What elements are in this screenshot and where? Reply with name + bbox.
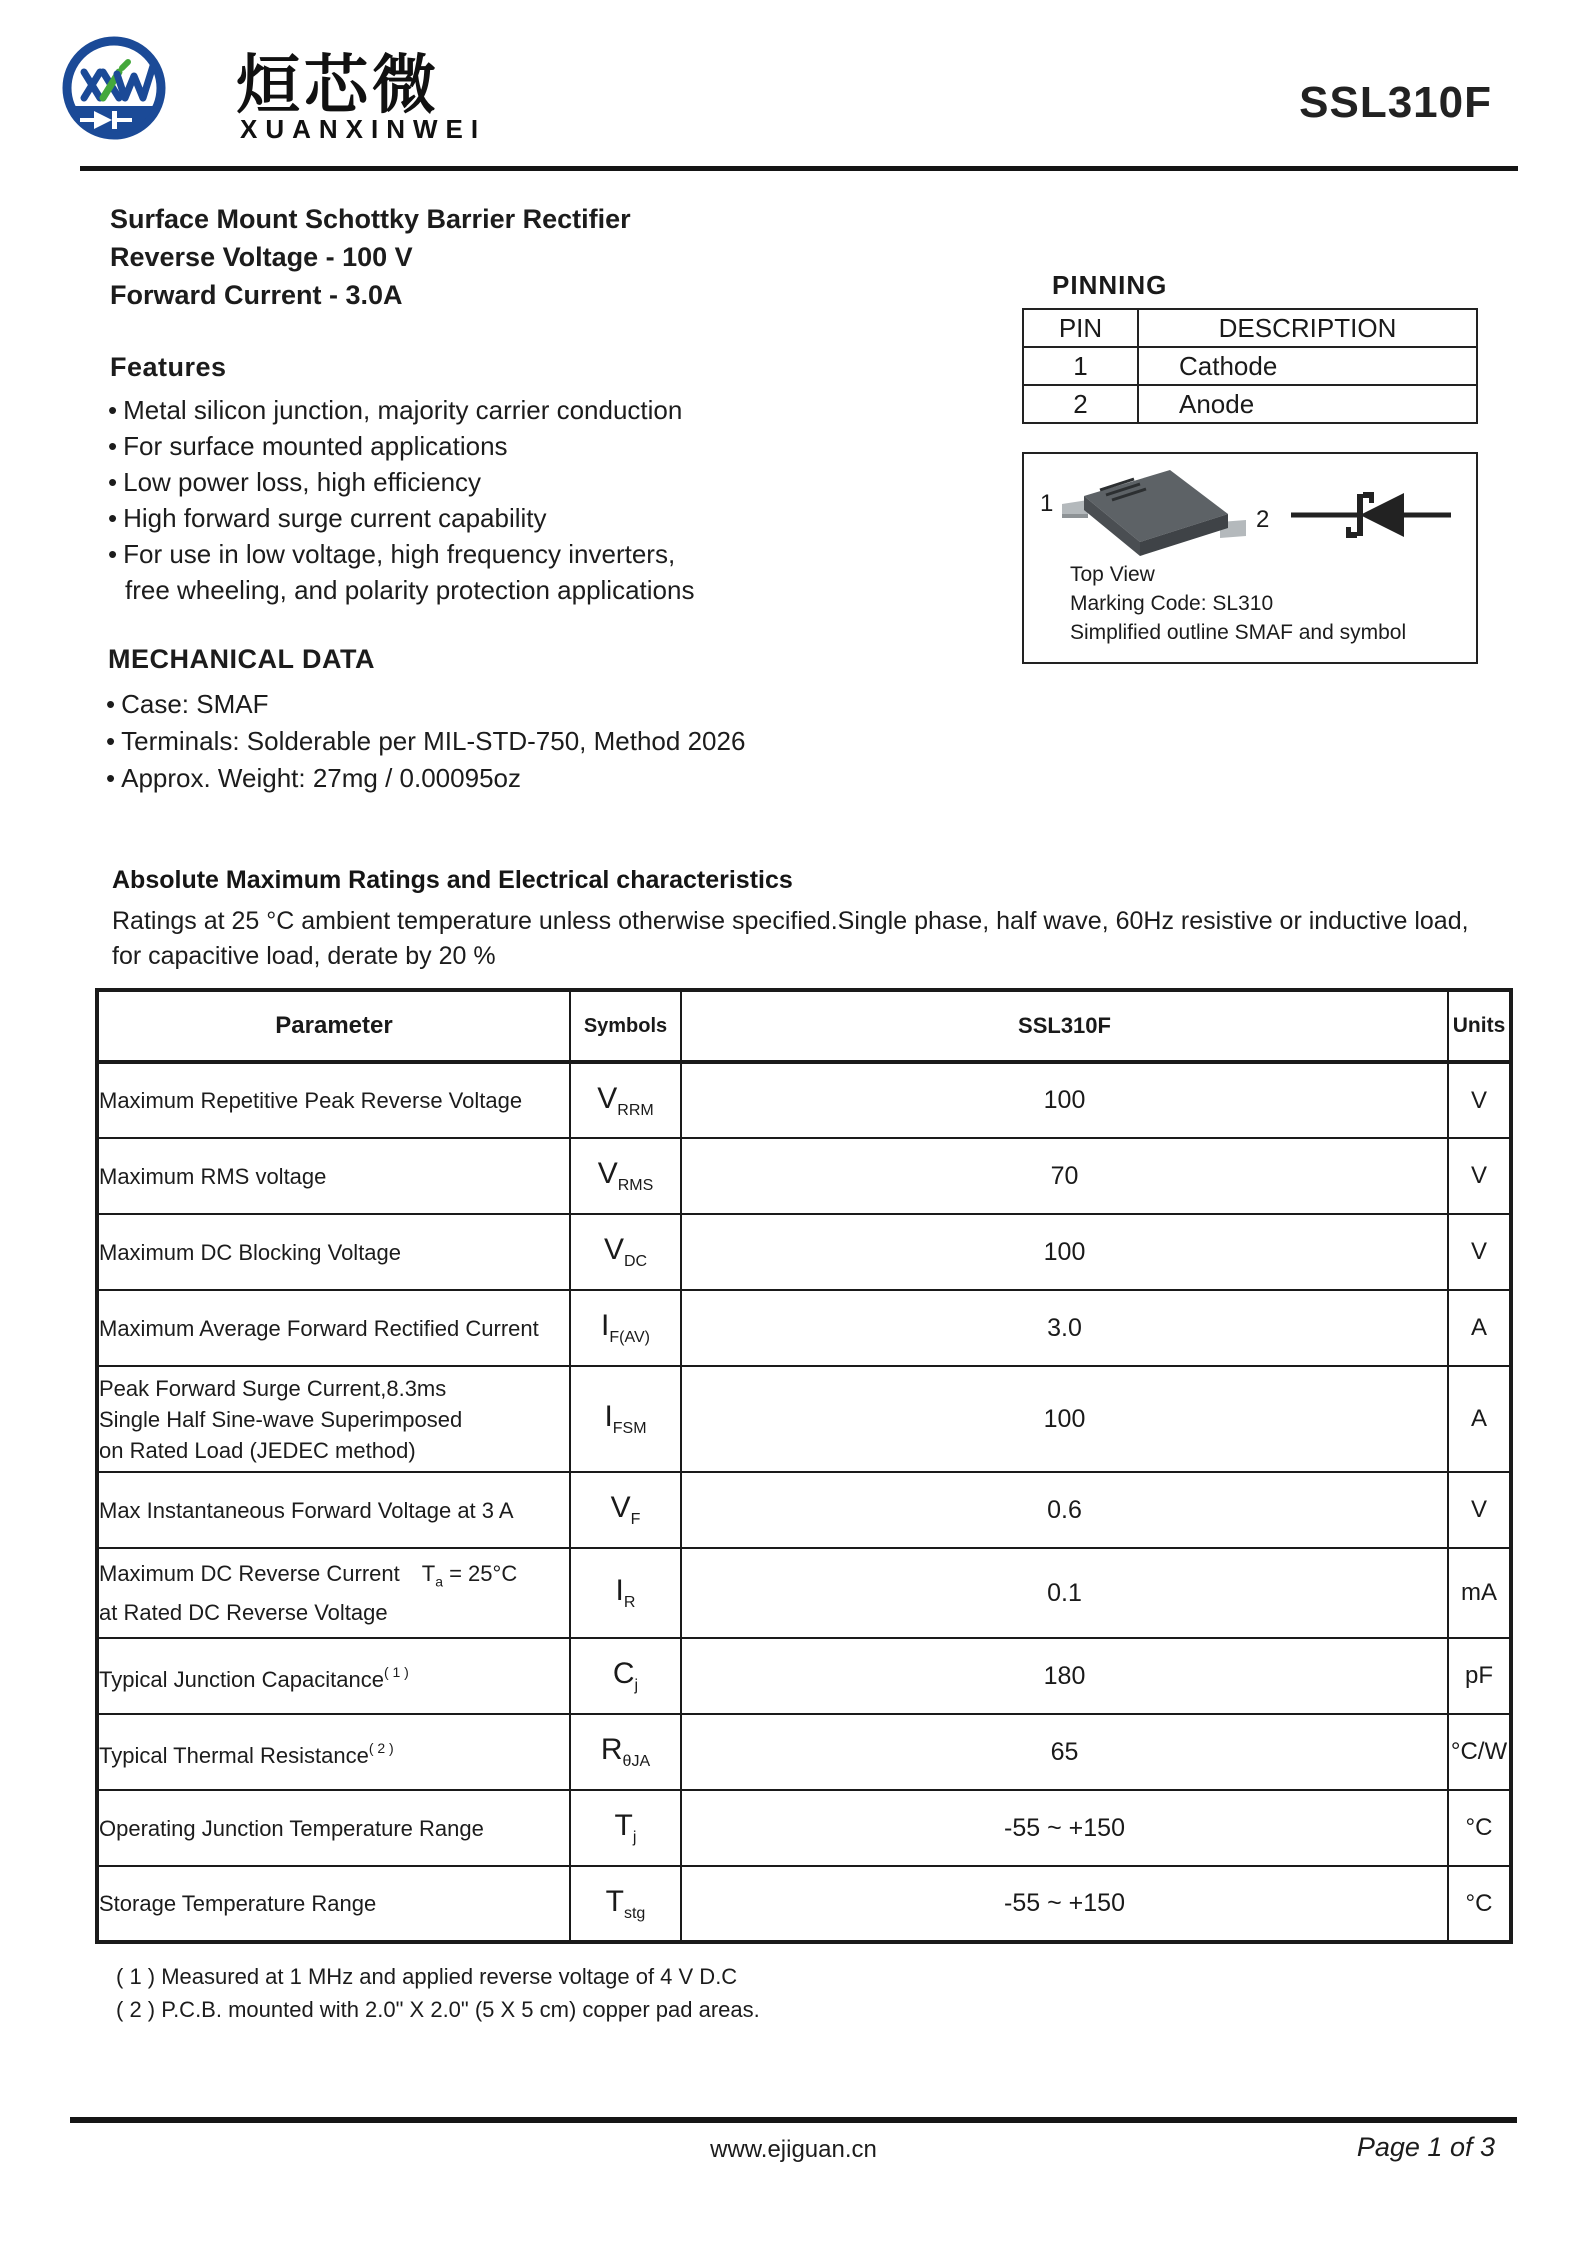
symbol-cell: $V_{DC}$ xyxy=(570,1214,681,1290)
ratings-header-parameter: Parameter xyxy=(97,990,570,1062)
ratings-row xyxy=(97,1138,1511,1214)
parameter-cell: Maximum DC Blocking Voltage xyxy=(97,1214,570,1290)
parameter-cell: Max Instantaneous Forward Voltage at 3 A xyxy=(97,1472,570,1548)
feature-item: • For surface mounted applications xyxy=(108,428,694,464)
package-caption-line: Simplified outline SMAF and symbol xyxy=(1070,621,1407,644)
mechanical-item: • Case: SMAF xyxy=(106,686,745,723)
value-cell: 3.0 xyxy=(681,1290,1448,1366)
parameter-cell: Typical Junction Capacitance$^{( 1 )}$ xyxy=(97,1638,570,1714)
unit-cell: V xyxy=(1448,1062,1511,1138)
feature-item: • For use in low voltage, high frequency inverters, xyxy=(108,536,694,572)
footer-divider xyxy=(70,2117,1517,2123)
summary-line: Surface Mount Schottky Barrier Rectifier xyxy=(110,204,631,234)
ratings-row xyxy=(97,1714,1511,1790)
ratings-header-symbols: Symbols xyxy=(570,990,681,1062)
ratings-header-device: SSL310F xyxy=(681,990,1448,1062)
parameter-cell: Peak Forward Surge Current,8.3ms Single Half Sine-wave Superimposed on Rated Load (JEDEC method) xyxy=(97,1366,570,1472)
symbol-cell: $T_{stg}$ xyxy=(570,1866,681,1942)
footer-website: www.ejiguan.cn xyxy=(710,2136,877,2163)
unit-cell: A xyxy=(1448,1366,1511,1472)
ratings-row xyxy=(97,1548,1511,1638)
value-cell: 100 xyxy=(681,1214,1448,1290)
value-cell: 65 xyxy=(681,1714,1448,1790)
pin-description: Cathode xyxy=(1138,347,1477,385)
parameter-cell: Operating Junction Temperature Range xyxy=(97,1790,570,1866)
parameter-cell: Maximum Average Forward Rectified Current xyxy=(97,1290,570,1366)
summary-line: Reverse Voltage - 100 V xyxy=(110,242,413,272)
ratings-row xyxy=(97,1290,1511,1366)
pinning-row xyxy=(1023,385,1477,423)
product-summary xyxy=(110,200,631,314)
brand-name-chinese: 烜芯微 xyxy=(236,49,440,121)
ratings-section-title: Absolute Maximum Ratings and Electrical characteristics xyxy=(112,866,793,894)
parameter-cell: Maximum RMS voltage xyxy=(97,1138,570,1214)
footer-page-number: Page 1 of 3 xyxy=(1356,2132,1495,2162)
value-cell: 0.6 xyxy=(681,1472,1448,1548)
feature-item: • Metal silicon junction, majority carrier conduction xyxy=(108,392,694,428)
unit-cell: mA xyxy=(1448,1548,1511,1638)
pin-number: 2 xyxy=(1023,385,1138,423)
ratings-row xyxy=(97,1638,1511,1714)
mechanical-item: • Approx. Weight: 27mg / 0.00095oz xyxy=(106,760,745,797)
symbol-cell: $V_{RRM}$ xyxy=(570,1062,681,1138)
symbol-cell: $I_R$ xyxy=(570,1548,681,1638)
part-number-title: SSL310F xyxy=(1299,78,1492,127)
features-title: Features xyxy=(110,352,227,382)
symbol-cell: $V_F$ xyxy=(570,1472,681,1548)
ratings-row xyxy=(97,1366,1511,1472)
ratings-table xyxy=(95,988,1513,1944)
header-divider xyxy=(80,166,1518,171)
symbol-cell: $T_j$ xyxy=(570,1790,681,1866)
features-list xyxy=(108,392,694,608)
pinning-title: PINNING xyxy=(1052,270,1168,300)
summary-line: Forward Current - 3.0A xyxy=(110,280,403,310)
feature-item-continuation: free wheeling, and polarity protection applications xyxy=(125,575,695,605)
ratings-row xyxy=(97,1472,1511,1548)
symbol-cell: $R_{\theta JA}$ xyxy=(570,1714,681,1790)
feature-item: • High forward surge current capability xyxy=(108,500,694,536)
value-cell: 100 xyxy=(681,1366,1448,1472)
ratings-row xyxy=(97,1214,1511,1290)
package-captions xyxy=(1070,560,1406,647)
pin-number: 1 xyxy=(1023,347,1138,385)
mechanical-data-title: MECHANICAL DATA xyxy=(108,644,375,674)
value-cell: 70 xyxy=(681,1138,1448,1214)
value-cell: 0.1 xyxy=(681,1548,1448,1638)
unit-cell: °C xyxy=(1448,1790,1511,1866)
unit-cell: V xyxy=(1448,1138,1511,1214)
pin-description: Anode xyxy=(1138,385,1477,423)
package-pin2-label: 2 xyxy=(1256,506,1270,533)
ratings-header-units: Units xyxy=(1448,990,1511,1062)
ratings-intro-line: for capacitive load, derate by 20 % xyxy=(112,942,496,970)
ratings-intro xyxy=(112,904,1512,974)
pinning-header-description: DESCRIPTION xyxy=(1138,309,1477,347)
footnote: ( 2 ) P.C.B. mounted with 2.0" X 2.0" (5 X 5 cm) copper pad areas. xyxy=(116,1997,760,2022)
feature-item: • Low power loss, high efficiency xyxy=(108,464,694,500)
ratings-intro-line: Ratings at 25 °C ambient temperature unless otherwise specified.Single phase, half wave, 60Hz resistive or inductive load, xyxy=(112,907,1469,935)
footnote: ( 1 ) Measured at 1 MHz and applied reverse voltage of 4 V D.C xyxy=(116,1964,738,1989)
parameter-cell: Typical Thermal Resistance$^{( 2 )}$ xyxy=(97,1714,570,1790)
pinning-header-row xyxy=(1023,309,1477,347)
value-cell: -55 ~ +150 xyxy=(681,1790,1448,1866)
ratings-table-body xyxy=(97,1062,1511,1942)
symbol-cell: $C_j$ xyxy=(570,1638,681,1714)
footnotes xyxy=(116,1960,760,2026)
value-cell: 180 xyxy=(681,1638,1448,1714)
brand-name-english: XUANXINWEI xyxy=(240,114,487,144)
ratings-row xyxy=(97,1062,1511,1138)
mechanical-item: • Terminals: Solderable per MIL-STD-750, Method 2026 xyxy=(106,723,745,760)
parameter-cell: Maximum DC Reverse Current $T_a = 25^\circ C$ at Rated DC Reverse Voltage xyxy=(97,1548,570,1638)
pinning-row xyxy=(1023,347,1477,385)
ratings-header-row xyxy=(97,990,1511,1062)
package-caption-line: Marking Code: SL310 xyxy=(1070,592,1274,615)
parameter-cell: Maximum Repetitive Peak Reverse Voltage xyxy=(97,1062,570,1138)
symbol-cell: $V_{RMS}$ xyxy=(570,1138,681,1214)
unit-cell: °C/W xyxy=(1448,1714,1511,1790)
package-pin1-label: 1 xyxy=(1040,490,1054,517)
pinning-table xyxy=(1022,308,1478,424)
package-caption-line: Top View xyxy=(1070,563,1155,586)
brand-logo-icon xyxy=(60,32,172,148)
symbol-cell: $I_{F(AV)}$ xyxy=(570,1290,681,1366)
ratings-row xyxy=(97,1790,1511,1866)
package-outline-box xyxy=(1022,452,1478,664)
parameter-cell: Storage Temperature Range xyxy=(97,1866,570,1942)
unit-cell: V xyxy=(1448,1214,1511,1290)
unit-cell: A xyxy=(1448,1290,1511,1366)
value-cell: 100 xyxy=(681,1062,1448,1138)
pinning-header-pin: PIN xyxy=(1023,309,1138,347)
symbol-cell: $I_{FSM}$ xyxy=(570,1366,681,1472)
unit-cell: V xyxy=(1448,1472,1511,1548)
ratings-row xyxy=(97,1866,1511,1942)
unit-cell: °C xyxy=(1448,1866,1511,1942)
value-cell: -55 ~ +150 xyxy=(681,1866,1448,1942)
schottky-diode-symbol-icon xyxy=(1286,480,1456,550)
unit-cell: pF xyxy=(1448,1638,1511,1714)
mechanical-data-list xyxy=(106,686,745,797)
